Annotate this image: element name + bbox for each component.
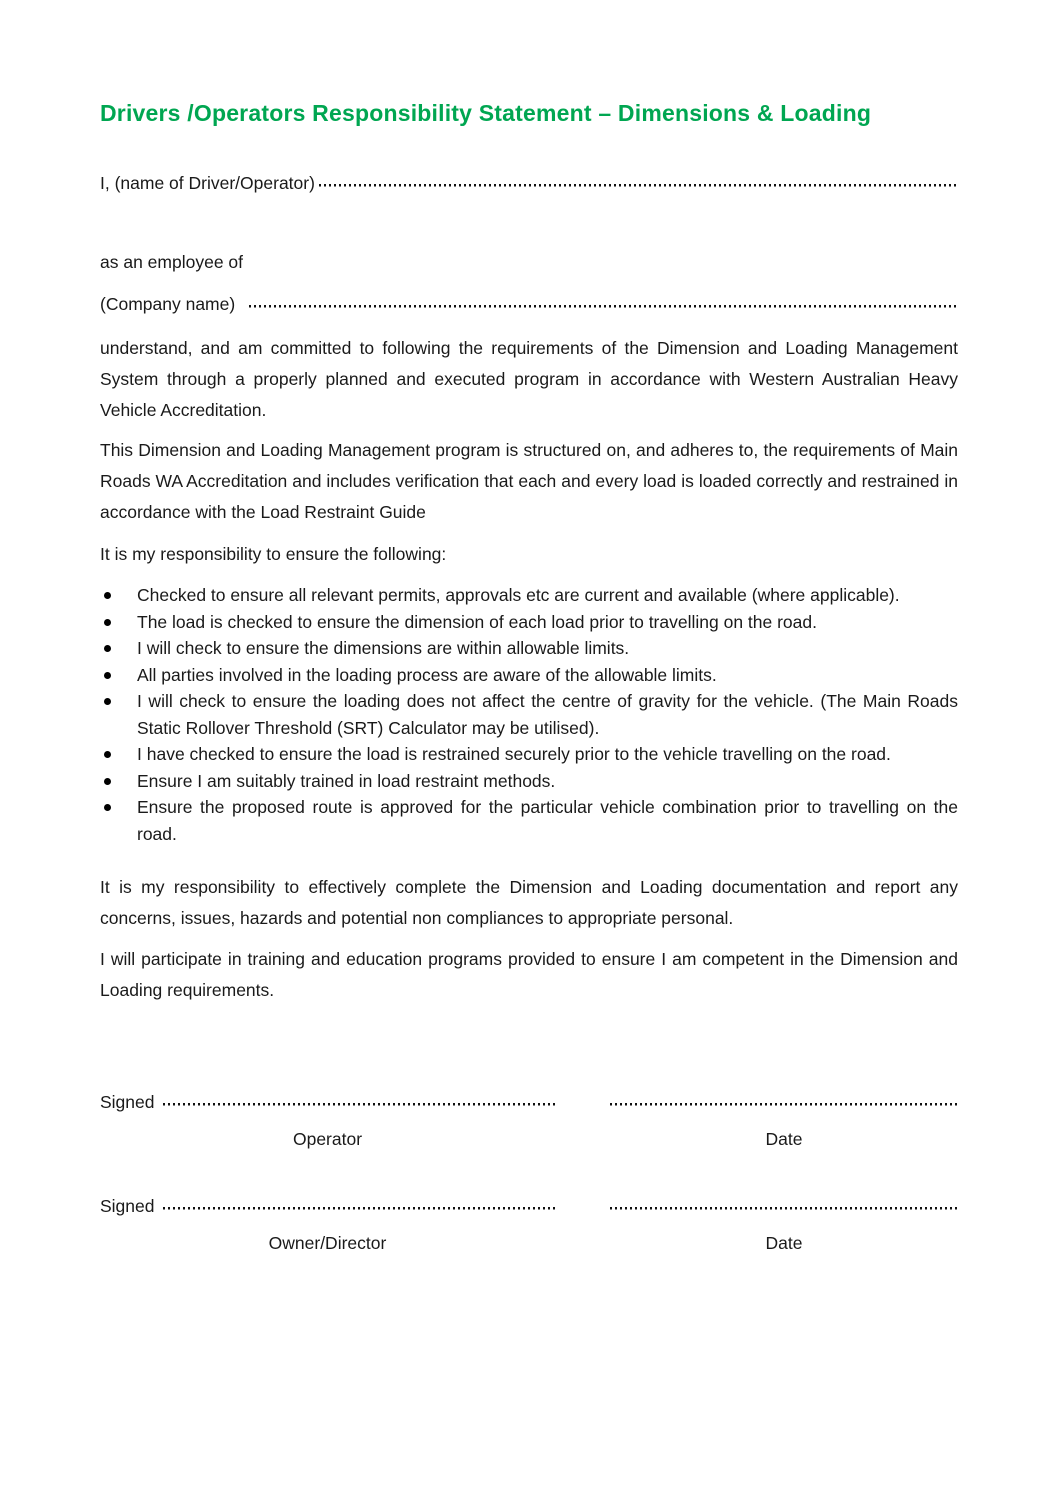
bullet-item: I will check to ensure the loading does not affect the centre of gravity for the vehicle. (The Main Roads Static Rollover Threshold (SRT) Calculator may be utilised). xyxy=(100,688,958,741)
signed-label: Signed xyxy=(100,1196,155,1216)
company-name-fill-line[interactable] xyxy=(249,290,958,310)
company-name-label: (Company name) xyxy=(100,294,236,314)
paragraph-program-structure: This Dimension and Loading Management program is structured on, and adheres to, the requirements of Main Roads WA Accreditation and includes verification that each and every load is loaded correctly and restrained in accordance with the Load Restraint Guide xyxy=(100,440,958,522)
signature-block-owner-director xyxy=(100,1192,958,1254)
bullet-item: Ensure I am suitably trained in load restraint methods. xyxy=(100,768,958,795)
bullet-item: I have checked to ensure the load is restrained securely prior to the vehicle travelling on the road. xyxy=(100,741,958,768)
signature-labels-row xyxy=(100,1129,958,1150)
signature-block-operator xyxy=(100,1088,958,1150)
bullet-item: Ensure the proposed route is approved for the particular vehicle combination prior to travelling on the road. xyxy=(100,794,958,847)
paragraph-responsibility-intro: It is my responsibility to ensure the following: xyxy=(100,544,447,564)
company-name-field xyxy=(100,290,958,315)
date-label: Date xyxy=(765,1129,803,1149)
signature-row xyxy=(100,1088,958,1113)
bullet-item: The load is checked to ensure the dimension of each load prior to travelling on the road. xyxy=(100,609,958,636)
role-label: Operator xyxy=(292,1129,363,1149)
role-label: Owner/Director xyxy=(268,1233,387,1253)
operator-date-line[interactable] xyxy=(610,1088,958,1108)
date-label: Date xyxy=(765,1233,803,1253)
bullet-item: Checked to ensure all relevant permits, approvals etc are current and available (where applicable). xyxy=(100,582,958,609)
operator-signature-line[interactable] xyxy=(163,1088,556,1108)
paragraph-training: I will participate in training and education programs provided to ensure I am competent in the Dimension and Loading requirements. xyxy=(100,949,958,1000)
signed-label: Signed xyxy=(100,1092,155,1112)
signature-row xyxy=(100,1192,958,1217)
signature-labels-row xyxy=(100,1233,958,1254)
driver-name-label: I, (name of Driver/Operator) xyxy=(100,173,315,193)
bullet-item: All parties involved in the loading process are aware of the allowable limits. xyxy=(100,662,958,689)
page-title: Drivers /Operators Responsibility Statement – Dimensions & Loading xyxy=(100,100,872,126)
responsibility-bullet-list xyxy=(100,582,958,847)
paragraph-documentation: It is my responsibility to effectively complete the Dimension and Loading documentation and report any concerns, issues, hazards and potential non compliances to appropriate personal. xyxy=(100,877,958,928)
driver-name-field xyxy=(100,169,958,194)
owner-director-signature-line[interactable] xyxy=(163,1192,556,1212)
driver-name-fill-line[interactable] xyxy=(319,169,958,189)
bullet-item: I will check to ensure the dimensions are within allowable limits. xyxy=(100,635,958,662)
owner-director-date-line[interactable] xyxy=(610,1192,958,1212)
paragraph-commitment: understand, and am committed to following the requirements of the Dimension and Loading Management System through a properly planned and executed program in accordance with Western Australian Heavy Vehicle Accreditation. xyxy=(100,338,958,420)
employee-of-text: as an employee of xyxy=(100,252,244,272)
